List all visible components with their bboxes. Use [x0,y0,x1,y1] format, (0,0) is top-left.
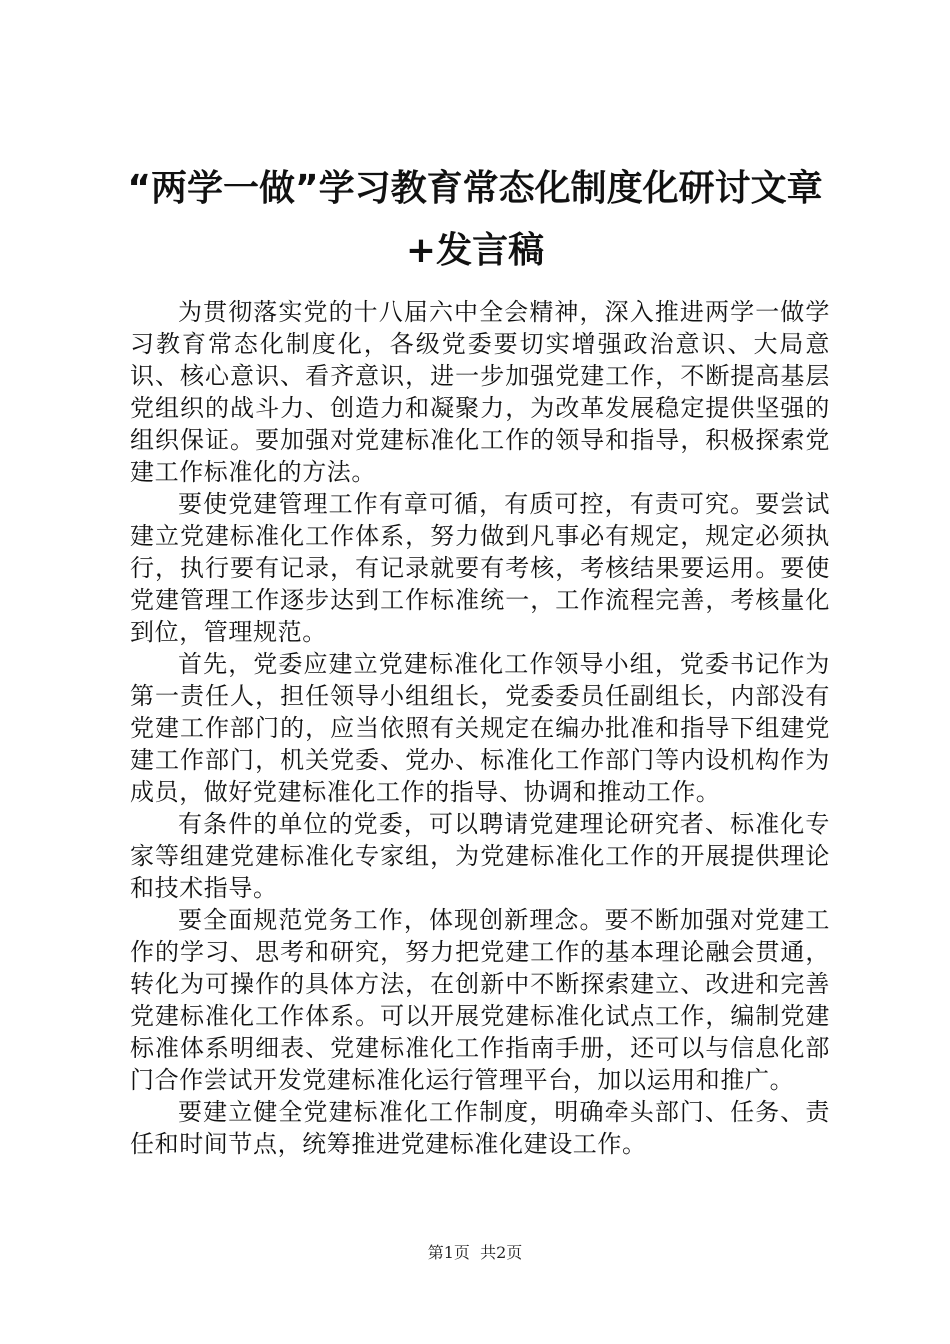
paragraph: 要全面规范党务工作，体现创新理念。要不断加强对党建工作的学习、思考和研究，努力把党建工作的基本理论融会贯通，转化为可操作的具体方法，在创新中不断探索建立、改进和完善党建标准化工作体系。可以开展党建标准化试点工作，编制党建标准体系明细表、党建标准化工作指南手册，还可以与信息化部门合作尝试开发党建标准化运行管理平台，加以运用和推广。 [130,906,830,1094]
paragraph: 要使党建管理工作有章可循，有质可控，有责可究。要尝试建立党建标准化工作体系，努力做到凡事必有规定，规定必须执行，执行要有记录，有记录就要有考核，考核结果要运用。要使党建管理工作逐步达到工作标准统一，工作流程完善，考核量化到位，管理规范。 [130,490,830,646]
paragraph: 为贯彻落实党的十八届六中全会精神，深入推进两学一做学习教育常态化制度化，各级党委要切实增强政治意识、大局意识、核心意识、看齐意识，进一步加强党建工作，不断提高基层党组织的战斗力、创造力和凝聚力，为改革发展稳定提供坚强的组织保证。要加强对党建标准化工作的领导和指导，积极探索党建工作标准化的方法。 [130,298,830,486]
paragraph: 首先，党委应建立党建标准化工作领导小组，党委书记作为第一责任人，担任领导小组组长，党委委员任副组长，内部没有党建工作部门的，应当依照有关规定在编办批准和指导下组建党建工作部门，机关党委、党办、标准化工作部门等内设机构作为成员，做好党建标准化工作的指导、协调和推动工作。 [130,650,830,806]
document-body [130,296,830,1160]
paragraph: 要建立健全党建标准化工作制度，明确牵头部门、任务、责任和时间节点，统筹推进党建标准化建设工作。 [130,1098,830,1158]
paragraph: 有条件的单位的党委，可以聘请党建理论研究者、标准化专家等组建党建标准化专家组，为党建标准化工作的开展提供理论和技术指导。 [130,810,830,902]
page-footer [0,1243,950,1263]
page-number-label: 第1页 共2页 [427,1243,523,1262]
document-title: “两学一做”学习教育常态化制度化研讨文章+发言稿 [127,168,823,271]
